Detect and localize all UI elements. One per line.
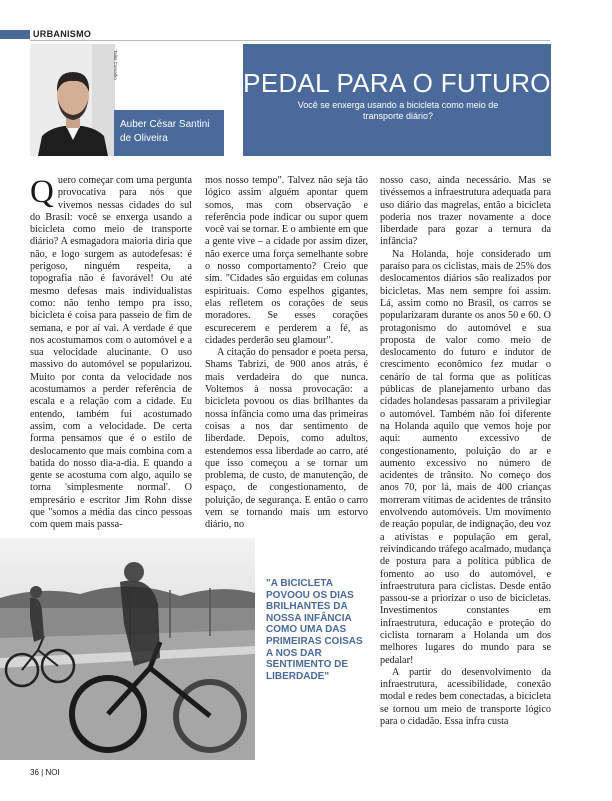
photo-credit: Talita Carvalho <box>113 50 118 80</box>
author-box <box>114 110 224 156</box>
author-name: Auber César Santini de Oliveira <box>120 119 210 144</box>
paragraph: A citação do pensador e poeta persa, Shams Tabrizi, de 900 anos atrás, é mais verdadeira do que nunca. Voltemos à nossa provocação: a bicicleta povoou os dias brilhantes da nossa infância como uma das primeiras coisas a nos dar sentimento de liberdade. Depois, como adultos, estendemos essa liberdade ao carro, até que isso começou a se tornar um problema, de custo, de manutenção, de espaço, de congestionamento, de poluição, de segurança. E então o carro vem se tornando mais um estorvo diário, no <box>205 347 368 531</box>
section-rule <box>30 40 550 41</box>
paragraph: A partir do desenvolvimento da infraestrutura, acessibilidade, conexão modal e redes bem conectadas, a bicicleta se tornou um meio de transporte lógico para o cidadão. Essa infra custa <box>380 666 551 728</box>
paragraph <box>30 175 192 532</box>
cyclists-photo <box>0 538 255 760</box>
author-photo <box>30 44 115 156</box>
page-footer <box>30 768 60 777</box>
paragraph: nosso caso, ainda necessário. Mas se tivéssemos a infraestrutura adequada para uso diário das magrelas, então a bicicleta poderia nos trazer novamente a doce liberdade para gozar a ternura da infância? <box>380 175 551 248</box>
paragraph: mos nosso tempo". Talvez não seja tão lógico assim alguém apontar quem somos, mas com observação e referência pode indicar ou supor quem você vai se tornar. E o ambiente em que a gente vive – a cidade por assim dizer, não exerce uma força semelhante sobre o nosso comportamento? Creio que sim. "Cidades são erguidas em colunas espirituais. Como espelhos gigantes, elas refletem os corações de seus moradores. Se esses corações escurecerem e perderem a fé, as cidades perderão seu glamour". <box>205 175 368 346</box>
article-subtitle: Você se enxerga usando a bicicleta como meio de transporte diário? <box>297 100 499 121</box>
pull-quote: "A BICICLETA POVOOU OS DIAS BRILHANTES DA NOSSA INFÂNCIA COMO UMA DAS PRIMEIRAS COISAS A NOS DAR SENTIMENTO DE LIBERDADE" <box>266 578 363 682</box>
text-column-2 <box>205 175 368 532</box>
text-column-3 <box>380 175 551 728</box>
section-marker <box>0 30 30 39</box>
text-column-1 <box>30 175 192 532</box>
article-title: PEDAL PARA O FUTURO <box>243 68 551 98</box>
publication-name: NOI <box>45 768 60 777</box>
page-number: 36 <box>30 768 39 777</box>
paragraph-text: uero começar com uma pergunta provocativa para nós que vivemos nessas cidades do sul do Brasil: você se enxerga usando a bicicleta como meio de transporte diário? A esmagadora maioria diria que não, e logo surgem as autodefesas: é perigoso, ninguém respeita, a topografia não é favorável! Ou até mesmo defesas mais individualistas como: não tenho tempo pra isso, bicicleta é coisa para passeio de fim de semana, e por aí vai. A verdade é que nos acostumamos com o automóvel e a sua velocidade alucinante. O uso massivo do automóvel se popularizou. Muito por conta da velocidade nos acostumamos a perder referência de escala e a relação com a cidade. Eu entendo, também fui acostumado assim, com a velocidade. De certa forma pensamos que é o estilo de deslocamento que mais combina com a batida do nosso dia-a-dia. E quando a gente se acostuma com algo, aquilo se torna 'simplesmente normal'. O empresário e escritor Jim Rohn disse que "somos a média das cinco pessoas com quem mais passa- <box>30 175 192 531</box>
section-label: URBANISMO <box>33 29 92 39</box>
drop-cap: Q <box>30 174 54 210</box>
footer-separator: | <box>41 768 44 777</box>
paragraph: Na Holanda, hoje considerado um paraíso para os ciclistas, mais de 25% dos deslocamentos diários são realizados por bicicletas. Mas nem sempre foi assim. Lá, assim como no Brasil, os carros se popularizaram durante os anos 50 e 60. O protagonismo do automóvel e sua proposta de valor como meio de deslocamento do futuro e indutor de crescimento econômico fez mudar o cenário de tal forma que as políticas públicas de planejamento urbano das cidades holandesas passaram a privilegiar o automóvel. Também não foi diferente na Holanda aquilo que vemos hoje por aqui: aumento excessivo de congestionamento, poluição do ar e aumento excessivo no número de acidentes de trânsito. No começo dos anos 70, por lá, mais de 400 crianças morreram vítimas de acidentes de trânsito envolvendo automóveis. Um movimento de reação popular, de indignação, deu voz a ativistas e população em geral, reivindicando tráfego acalmado, mudança de postura para a política pública de fomento ao uso do automóvel, e infraestrutura para ciclistas. Desde então passou-se a priorizar o uso de bicicletas. Investimentos constantes em infraestrutura, educação e proteção do ciclista tornaram a Holanda um dos melhores lugares do mundo para se pedalar! <box>380 248 552 666</box>
title-box <box>243 44 551 156</box>
